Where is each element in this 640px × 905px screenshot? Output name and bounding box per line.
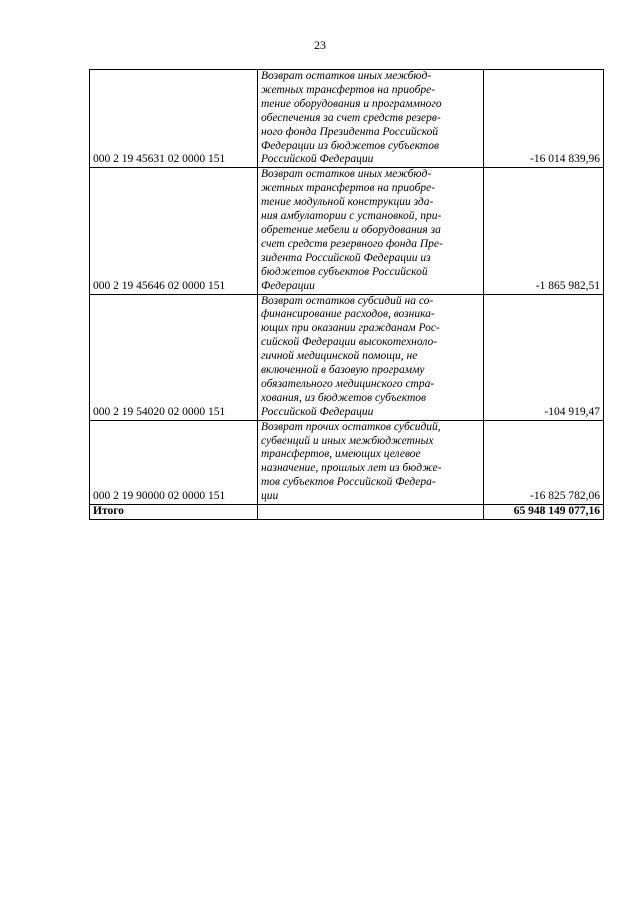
description-line: обеспечения за счет средств резерв- [261,111,441,124]
row-description [258,70,484,168]
total-label: Итого [90,505,258,520]
description-line: трансфертов, имеющих целевое [261,448,421,461]
description-line: жетных трансфертов на приобре- [261,182,436,195]
total-row [90,505,604,520]
description-line: Возврат остатков субсидий на со- [261,294,434,307]
description-line: обретение мебели и оборудования за [261,223,441,236]
row-amount: -104 919,47 [484,294,604,420]
description-line: тов субъектов Российской Федера- [261,476,436,489]
description-line: ния амбулатории с установкой, при- [261,210,442,223]
page-number: 23 [314,38,326,52]
description-line: зидента Российской Федерации из [261,251,431,264]
description-line: ющих при оказании гражданам Рос- [261,322,440,335]
total-empty-cell [258,505,484,520]
description-line: гичной медицинской помощи, не [261,350,418,363]
description-line: счет средств резервного фонда Пре- [261,237,443,250]
description-line: ции [261,490,279,503]
description-line: жетных трансфертов на приобре- [261,83,436,96]
table-row [90,70,604,168]
budget-code: 000 2 19 90000 02 0000 151 [90,420,258,504]
description-line: ного фонда Президента Российской [261,125,439,138]
description-line: назначение, прошлых лет из бюдже- [261,462,442,475]
description-line: Возврат остатков иных межбюд- [261,70,432,82]
budget-table [89,69,604,520]
description-line: бюджетов субъектов Российской [261,265,428,278]
budget-code: 000 2 19 45631 02 0000 151 [90,70,258,168]
description-line: Федерации [261,279,315,292]
table-row [90,168,604,294]
row-description [258,168,484,294]
description-line: Российской Федерации [261,405,374,418]
row-description [258,294,484,420]
row-amount: -16 825 782,06 [484,420,604,504]
description-line: сийской Федерации высокотехноло- [261,336,438,349]
row-description [258,420,484,504]
table-row [90,420,604,504]
table-row [90,294,604,420]
description-line: Возврат прочих остатков субсидий, [261,420,441,433]
row-amount: -16 014 839,96 [484,70,604,168]
row-amount: -1 865 982,51 [484,168,604,294]
total-amount: 65 948 149 077,16 [484,505,604,520]
description-line: обязательного медицинского стра- [261,377,435,390]
description-line: Возврат остатков иных межбюд- [261,168,432,181]
description-line: включенной в базовую программу [261,364,425,377]
description-line: Российской Федерации [261,153,374,166]
description-line: хования, из бюджетов субъектов [261,391,426,404]
description-line: субвенций и иных межбюджетных [261,434,434,447]
description-line: тение модульной конструкции зда- [261,196,434,209]
description-line: Федерации из бюджетов субъектов [261,139,439,152]
budget-code: 000 2 19 54020 02 0000 151 [90,294,258,420]
description-line: тение оборудования и программного [261,97,442,110]
description-line: финансирование расходов, возника- [261,308,435,321]
budget-code: 000 2 19 45646 02 0000 151 [90,168,258,294]
